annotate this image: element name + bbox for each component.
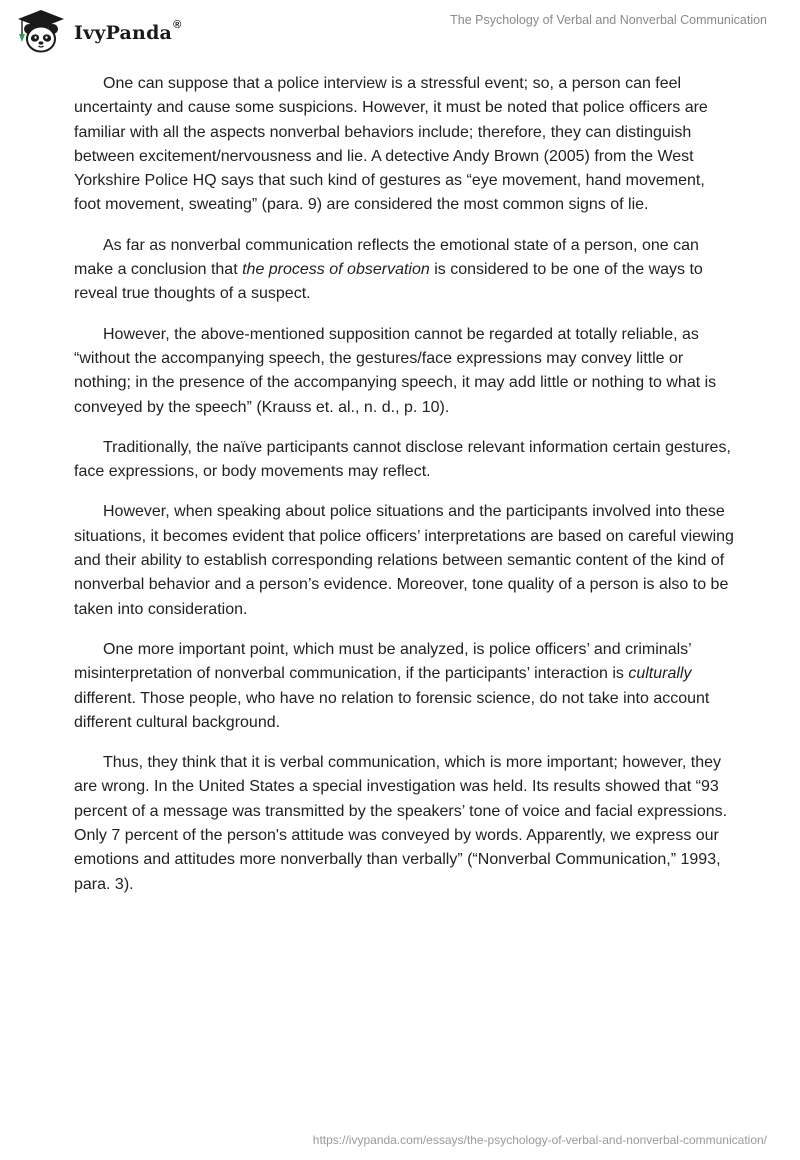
registered-mark: ® bbox=[173, 19, 182, 31]
logo-text bbox=[74, 19, 182, 44]
logo-wordmark: IvyPanda bbox=[74, 22, 173, 44]
paragraph-1: One can suppose that a police interview is a stressful event; so, a person can feel uncertainty and cause some suspicions. However, it must be noted that police officers are familiar with all the aspects nonverbal behaviors include; therefore, they can distinguish between excitement/nervousness and lie. A detective Andy Brown (2005) from the West Yorkshire Police HQ says that such kind of gestures as “eye movement, hand movement, foot movement, sweating” (para. 9) are considered the most common signs of lie. bbox=[74, 75, 708, 214]
page-header bbox=[0, 0, 800, 60]
document-title: The Psychology of Verbal and Nonverbal Communication bbox=[450, 13, 767, 27]
paragraph-6-emphasis: culturally bbox=[628, 665, 692, 683]
source-url-link[interactable]: https://ivypanda.com/essays/the-psychology-of-verbal-and-nonverbal-communication/ bbox=[312, 1133, 767, 1147]
panda-graduate-icon bbox=[14, 8, 68, 54]
essay-body bbox=[74, 72, 734, 913]
paragraph-2-emphasis: the process of observation bbox=[242, 261, 430, 279]
paragraph-7: Thus, they think that it is verbal communication, which is more important; however, they are wrong. In the United States a special investigation was held. Its results showed that “93 percent of a message was transmitted by the speakers’ tone of voice and facial expressions. Only 7 percent of the person's attitude was conveyed by words. Apparently, we express our emotions and attitudes more nonverbally than verbally” (“Nonverbal Communication,” 1993, para. 3). bbox=[74, 754, 728, 893]
paragraph-2-text-start: As far as nonverbal communication reflects the emotional state of a person, one can make a conclusion that bbox=[74, 236, 699, 279]
paragraph-6-text-start: One more important point, which must be analyzed, is police officers’ and criminals’ misinterpretation of nonverbal communication, if the participants’ interaction is bbox=[74, 640, 692, 683]
paragraph-2-text-end: is considered to be one of the ways to reveal true thoughts of a suspect. bbox=[74, 261, 703, 303]
paragraph-4: Traditionally, the naïve participants cannot disclose relevant information certain gestures, face expressions, or body movements may reflect. bbox=[74, 438, 731, 481]
ivypanda-logo[interactable] bbox=[14, 8, 181, 54]
paragraph-6 bbox=[74, 638, 734, 735]
paragraph-3: However, the above-mentioned supposition cannot be regarded at totally reliable, as “without the accompanying speech, the gestures/face expressions may convey little or nothing; in the presence of the accompanying speech, it may add little or nothing to what is conveyed by the speech” (Krauss et. al., n. d., p. 10). bbox=[74, 325, 717, 416]
paragraph-6-text-end: different. Those people, who have no relation to forensic science, do not take into account different cultural background. bbox=[74, 689, 710, 731]
paragraph-5: However, when speaking about police situations and the participants involved into these situations, it becomes evident that police officers’ interpretations are based on careful viewing and their ability to establish corresponding relations between semantic content of the kind of nonverbal behavior and a person’s evidence. Moreover, tone quality of a person is also to be taken into consideration. bbox=[74, 503, 734, 618]
paragraph-2 bbox=[74, 234, 734, 307]
